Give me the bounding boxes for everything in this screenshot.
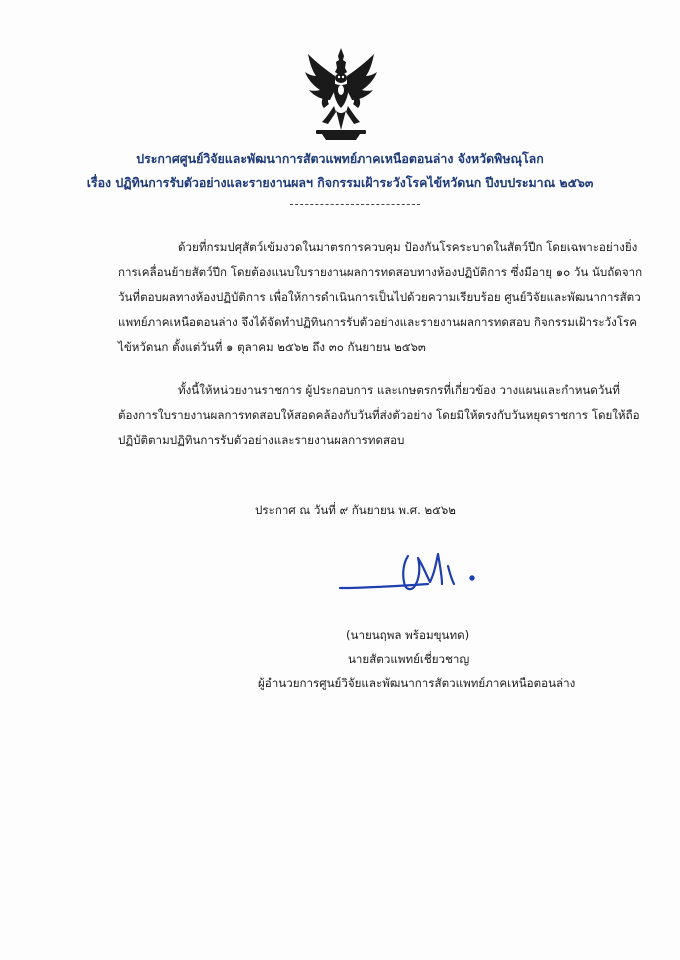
paragraph1-line3: วันที่ตอบผลทางห้องปฏิบัติการ เพื่อให้การดำเนินการเป็นไปด้วยความเรียบร้อย ศูนย์วิจัยและพัฒนาการสัตว: [118, 290, 641, 304]
announcement-title: ประกาศศูนย์วิจัยและพัฒนาการสัตวแพทย์ภาคเหนือตอนล่าง จังหวัดพิษณุโลก: [136, 151, 544, 166]
handwritten-signature: [338, 540, 518, 610]
garuda-emblem-icon: [302, 46, 380, 142]
paragraph1-line5: ไข้หวัดนก ตั้งแต่วันที่ ๑ ตุลาคม ๒๕๖๒ ถึง ๓๐ กันยายน ๒๕๖๓: [118, 340, 426, 354]
paragraph1-line4: แพทย์ภาคเหนือตอนล่าง จึงได้จัดทำปฏิทินการรับตัวอย่างและรายงานผลการทดสอบ กิจกรรมเฝ้าระวังโรค: [118, 315, 638, 329]
paragraph1-line2: การเคลื่อนย้ายสัตว์ปีก โดยต้องแนบใบรายงานผลการทดสอบทางห้องปฏิบัติการ ซึ่งมีอายุ ๑๐ วัน นับถัดจาก: [118, 265, 643, 279]
title-separator: [290, 204, 420, 205]
announcement-subject: เรื่อง ปฏิทินการรับตัวอย่างและรายงานผลฯ กิจกรรมเฝ้าระวังโรคไข้หวัดนก ปีงบประมาณ ๒๕๖๓: [86, 175, 594, 190]
signatory-position: นายสัตวแพทย์เชี่ยวชาญ: [348, 652, 470, 666]
paragraph2-line2: ต้องการใบรายงานผลการทดสอบให้สอดคล้องกับวันที่ส่งตัวอย่าง โดยมิให้ตรงกับวันหยุดราชการ โดยให้ถือ: [118, 408, 640, 422]
paragraph2-line1: ทั้งนี้ให้หน่วยงานราชการ ผู้ประกอบการ และเกษตรกรที่เกี่ยวข้อง วางแผนและกำหนดวันที่: [178, 383, 620, 397]
paragraph2-line3: ปฏิบัติตามปฏิทินการรับตัวอย่างและรายงานผลการทดสอบ: [118, 433, 405, 447]
signatory-organization: ผู้อำนวยการศูนย์วิจัยและพัฒนาการสัตวแพทย์ภาคเหนือตอนล่าง: [258, 676, 576, 690]
signatory-name: (นายนฤพล พร้อมขุนทด): [346, 628, 470, 642]
announced-date: ประกาศ ณ วันที่ ๙ กันยายน พ.ศ. ๒๕๖๒: [255, 503, 456, 517]
paragraph1-line1: ด้วยที่กรมปศุสัตว์เข้มงวดในมาตรการควบคุม ป้องกันโรคระบาดในสัตว์ปีก โดยเฉพาะอย่างยิ่ง: [178, 240, 638, 254]
